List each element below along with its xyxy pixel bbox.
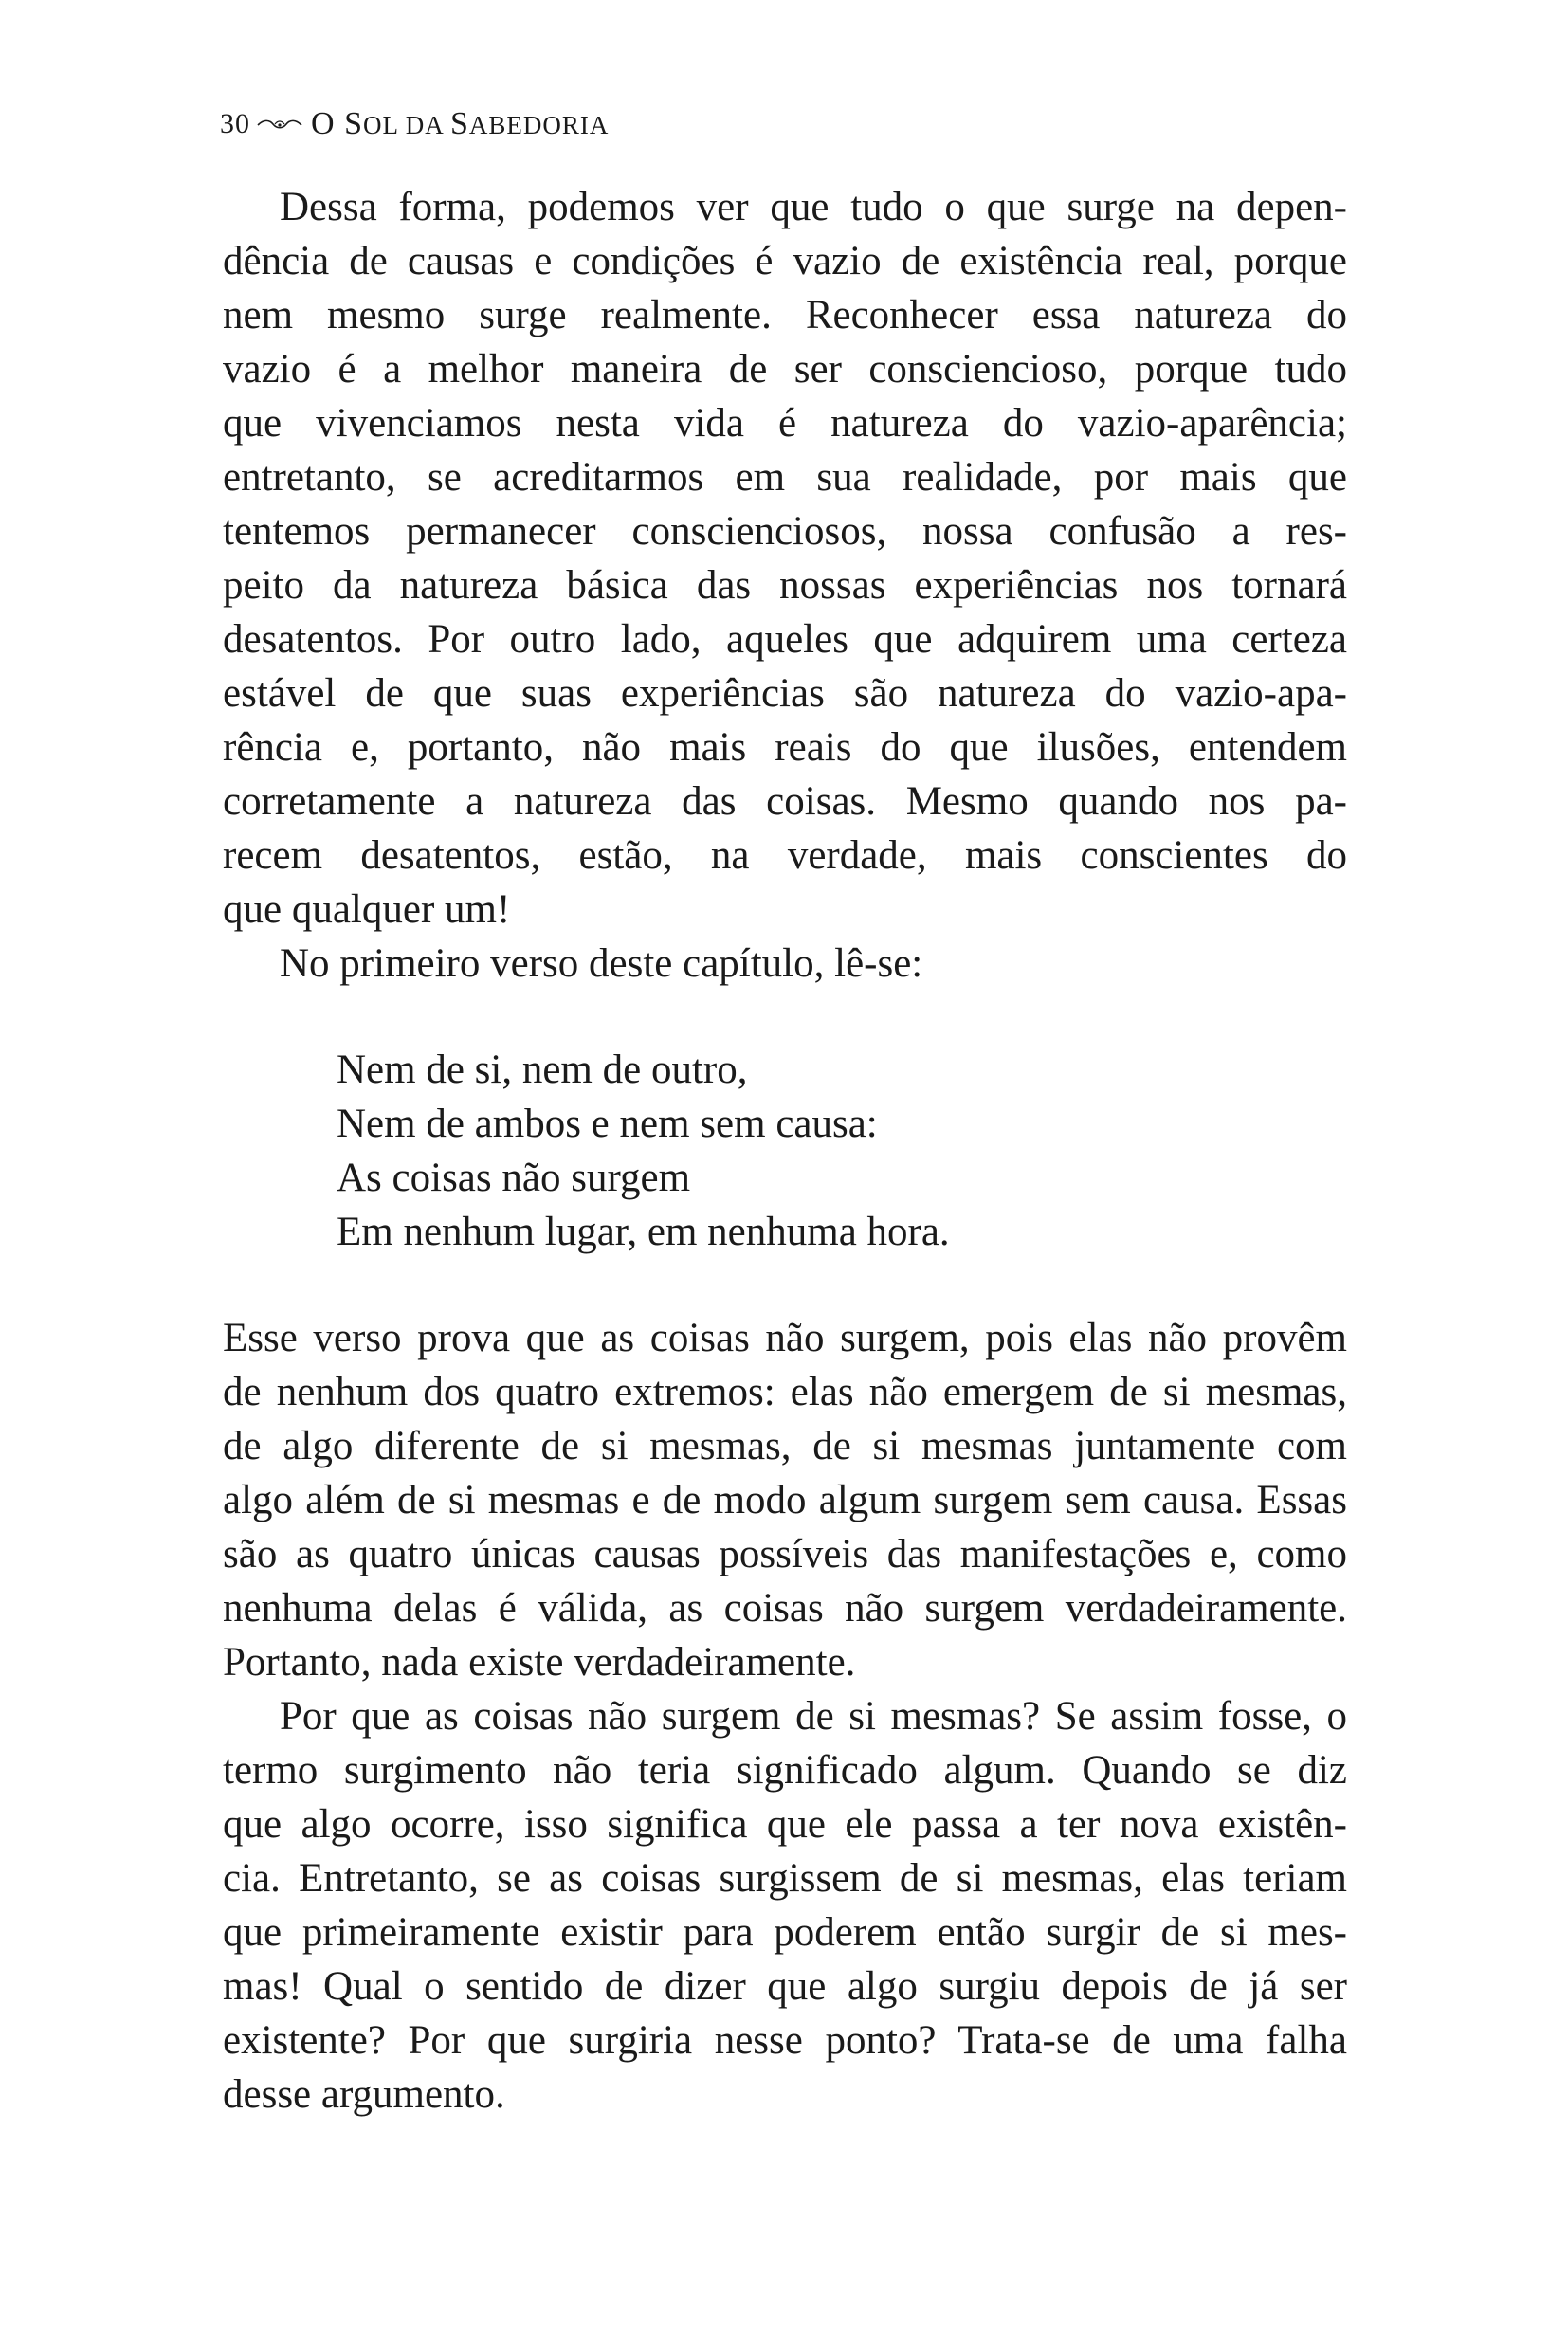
book-title <box>311 106 609 142</box>
text-line: mas! Qual o sentido de dizer que algo surgiu depois de já ser <box>223 1964 1347 2009</box>
verse-quote <box>223 1043 1347 1259</box>
spacer <box>223 1259 1347 1311</box>
text-line: termo surgimento não teria significado algum. Quando se diz <box>223 1748 1347 1793</box>
text-line: corretamente a natureza das coisas. Mesmo quando nos pa- <box>223 779 1347 824</box>
book-title-part: OL DA <box>362 111 450 139</box>
book-title-part: ABEDORIA <box>468 111 610 139</box>
text-line: tentemos permanecer conscienciosos, nossa confusão a res- <box>223 509 1347 554</box>
spacer <box>223 991 1347 1043</box>
paragraph <box>223 180 1347 937</box>
text-line: que vivenciamos nesta vida é natureza do vazio-aparência; <box>223 401 1347 446</box>
book-title-part: O <box>311 106 345 141</box>
text-line: entretanto, se acreditarmos em sua realidade, por mais que <box>223 455 1347 500</box>
text-line: Dessa forma, podemos ver que tudo o que surge na depen- <box>280 185 1347 229</box>
text-line: são as quatro únicas causas possíveis das manifestações e, como <box>223 1532 1347 1576</box>
text-line: Portanto, nada existe verdadeiramente. <box>223 1640 856 1685</box>
text-line: nem mesmo surge realmente. Reconhecer essa natureza do <box>223 293 1347 337</box>
text-line: Esse verso prova que as coisas não surgem, pois elas não provêm <box>223 1316 1347 1360</box>
text-line: algo além de si mesmas e de modo algum surgem sem causa. Essas <box>223 1478 1347 1522</box>
page-number: 30 <box>220 108 250 139</box>
text-line: recem desatentos, estão, na verdade, mais conscientes do <box>223 833 1347 878</box>
text-line: que primeiramente existir para poderem então surgir de si mes- <box>223 1910 1347 1955</box>
running-header <box>220 106 609 142</box>
book-title-part: S <box>344 106 363 141</box>
book-title-part: S <box>449 106 469 141</box>
text-line: peito da natureza básica das nossas experiências nos tornará <box>223 563 1347 608</box>
verse-line: Nem de si, nem de outro, <box>337 1048 748 1092</box>
text-line: desatentos. Por outro lado, aqueles que adquirem uma certeza <box>223 617 1347 662</box>
paragraph <box>223 1689 1347 2122</box>
text-line: dência de causas e condições é vazio de existência real, porque <box>223 239 1347 283</box>
text-line: vazio é a melhor maneira de ser consciencioso, porque tudo <box>223 347 1347 392</box>
text-line: cia. Entretanto, se as coisas surgissem de si mesmas, elas teriam <box>223 1856 1347 1901</box>
swash-ornament-icon <box>256 114 303 135</box>
text-line: existente? Por que surgiria nesse ponto? Trata-se de uma falha <box>223 2018 1347 2063</box>
text-line: estável de que suas experiências são natureza do vazio-apa- <box>223 671 1347 716</box>
text-line: rência e, portanto, não mais reais do que ilusões, entendem <box>223 725 1347 770</box>
text-line: No primeiro verso deste capítulo, lê-se: <box>280 941 923 986</box>
text-line: desse argumento. <box>223 2072 505 2117</box>
paragraph <box>223 937 1347 991</box>
text-line: nenhuma delas é válida, as coisas não surgem verdadeiramente. <box>223 1586 1347 1631</box>
text-line: de nenhum dos quatro extremos: elas não emergem de si mesmas, <box>223 1370 1347 1414</box>
verse-line: Nem de ambos e nem sem causa: <box>337 1102 878 1146</box>
paragraph <box>223 1311 1347 1689</box>
text-line: Por que as coisas não surgem de si mesmas? Se assim fosse, o <box>280 1694 1347 1739</box>
verse-line: As coisas não surgem <box>337 1156 691 1200</box>
body-text <box>223 180 1347 2122</box>
text-line: que qualquer um! <box>223 887 511 932</box>
verse-line: Em nenhum lugar, em nenhuma hora. <box>337 1210 950 1254</box>
text-line: de algo diferente de si mesmas, de si mesmas juntamente com <box>223 1424 1347 1468</box>
text-line: que algo ocorre, isso significa que ele passa a ter nova existên- <box>223 1802 1347 1847</box>
